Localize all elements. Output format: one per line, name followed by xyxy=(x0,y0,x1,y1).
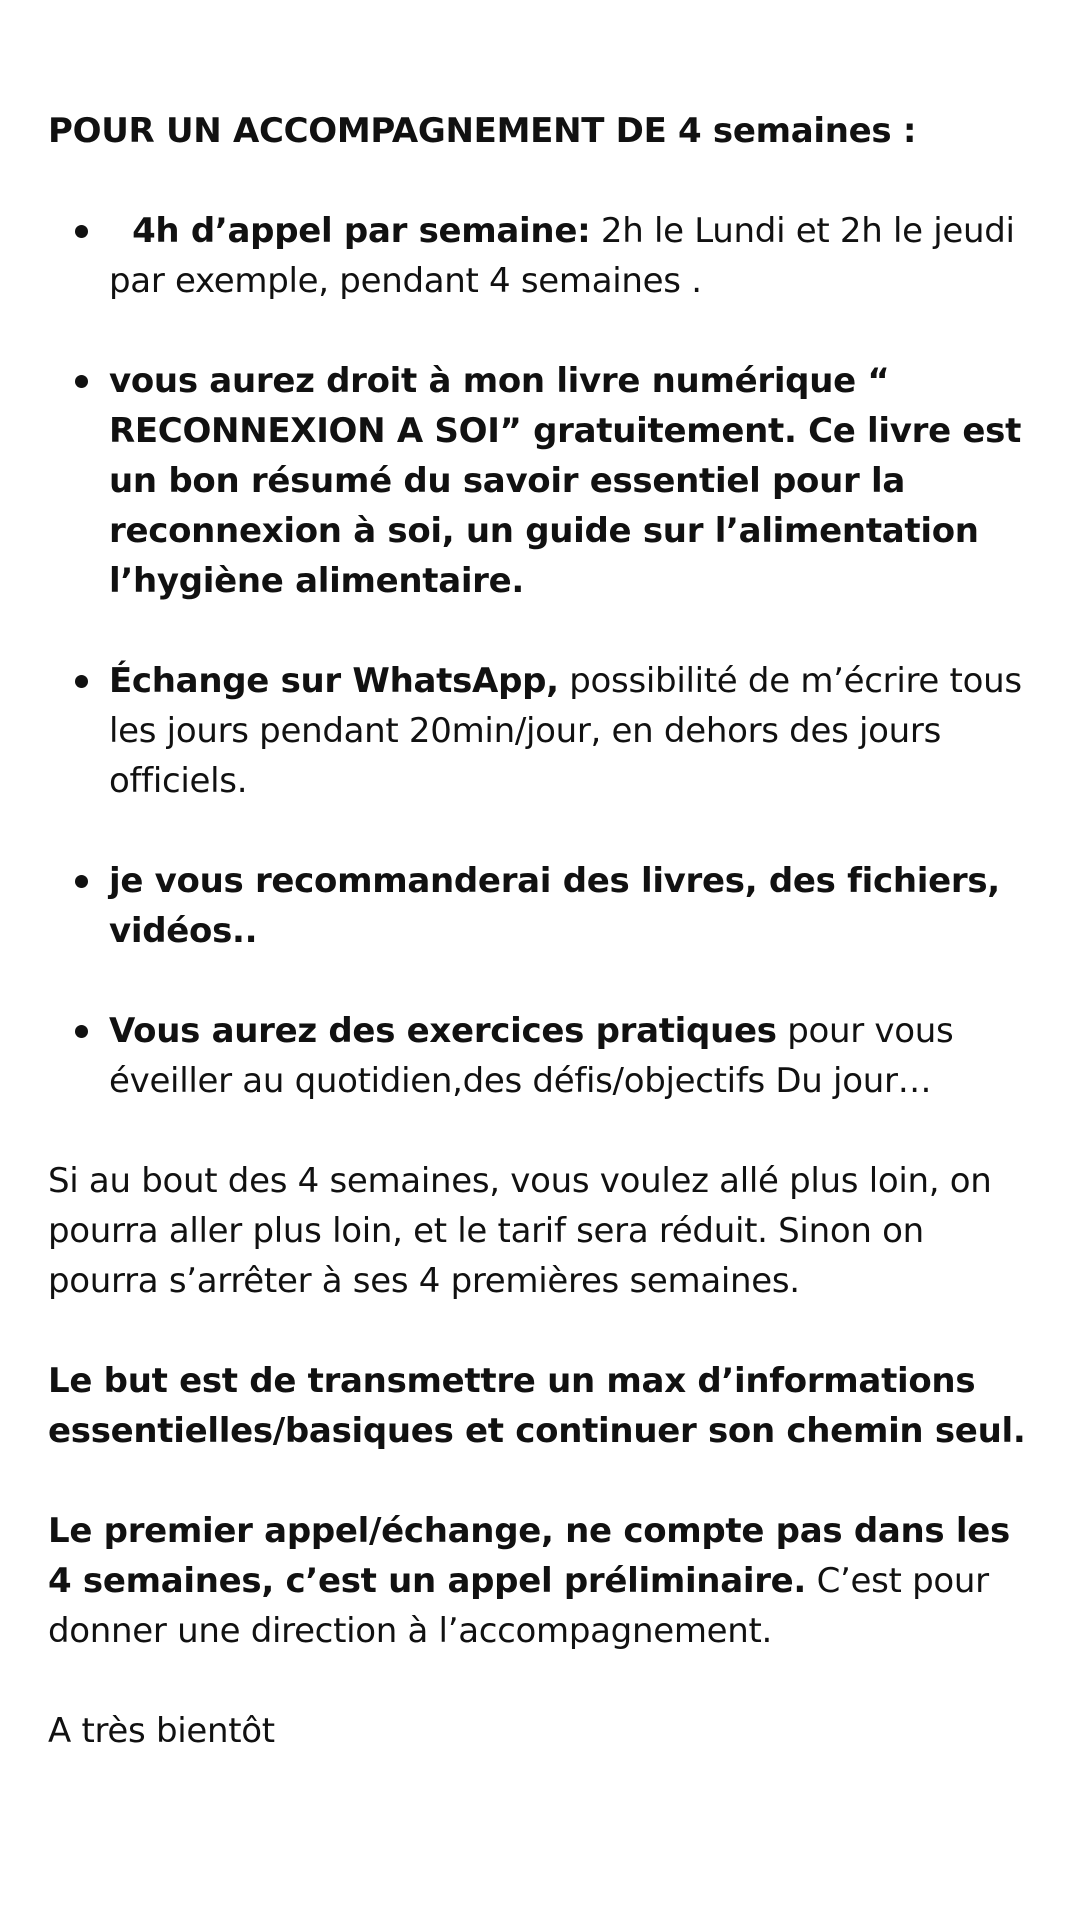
bullet-dot-icon xyxy=(75,675,88,688)
first-call-paragraph xyxy=(48,1506,1038,1656)
list-item-calls xyxy=(48,206,1038,306)
bullet-dot-icon xyxy=(75,375,88,388)
exercises-text: pour vous éveiller au quotidien,des défis/objectifs Du jour… xyxy=(109,1011,954,1101)
first-call-text: C’est pour donner une direction à l’accompagnement. xyxy=(48,1561,989,1651)
whatsapp-bold: Échange sur WhatsApp, xyxy=(109,661,559,701)
goal-paragraph: Le but est de transmettre un max d’informations essentielles/basiques et continuer son chemin seul. xyxy=(48,1361,1026,1451)
calls-bold: 4h d’appel par semaine: xyxy=(132,211,591,251)
list-item-ebook xyxy=(48,356,1038,606)
exercises-bold: Vous aurez des exercices pratiques xyxy=(109,1011,777,1051)
document-body xyxy=(48,106,1038,1806)
calls-space xyxy=(109,211,132,251)
bullet-dot-icon xyxy=(75,875,88,888)
bullet-dot-icon xyxy=(75,1025,88,1038)
recommendations-bold: je vous recommanderai des livres, des fichiers, vidéos.. xyxy=(109,861,1000,951)
list-item-recommendations xyxy=(48,856,1038,956)
offer-heading: POUR UN ACCOMPAGNEMENT DE 4 semaines : xyxy=(48,111,917,151)
offer-features-list xyxy=(48,206,1038,1106)
continuation-paragraph: Si au bout des 4 semaines, vous voulez allé plus loin, on pourra aller plus loin, et le tarif sera réduit. Sinon on pourra s’arrêter à ses 4 premières semaines. xyxy=(48,1161,992,1301)
list-item-whatsapp xyxy=(48,656,1038,806)
ebook-bold: vous aurez droit à mon livre numérique “ RECONNEXION A SOI” gratuitement. Ce livre est un bon résumé du savoir essentiel pour la reconnexion à soi, un guide sur l’alimentation l’hygiène alimentaire. xyxy=(109,361,1022,601)
closing-line: A très bientôt xyxy=(48,1711,275,1751)
whatsapp-text: possibilité de m’écrire tous les jours pendant 20min/jour, en dehors des jours officiels. xyxy=(109,661,1022,801)
list-item-exercises xyxy=(48,1006,1038,1106)
calls-text: 2h le Lundi et 2h le jeudi par exemple, pendant 4 semaines . xyxy=(109,211,1015,301)
first-call-bold: Le premier appel/échange, ne compte pas dans les 4 semaines, c’est un appel préliminaire. xyxy=(48,1511,1010,1601)
bullet-dot-icon xyxy=(75,225,88,238)
